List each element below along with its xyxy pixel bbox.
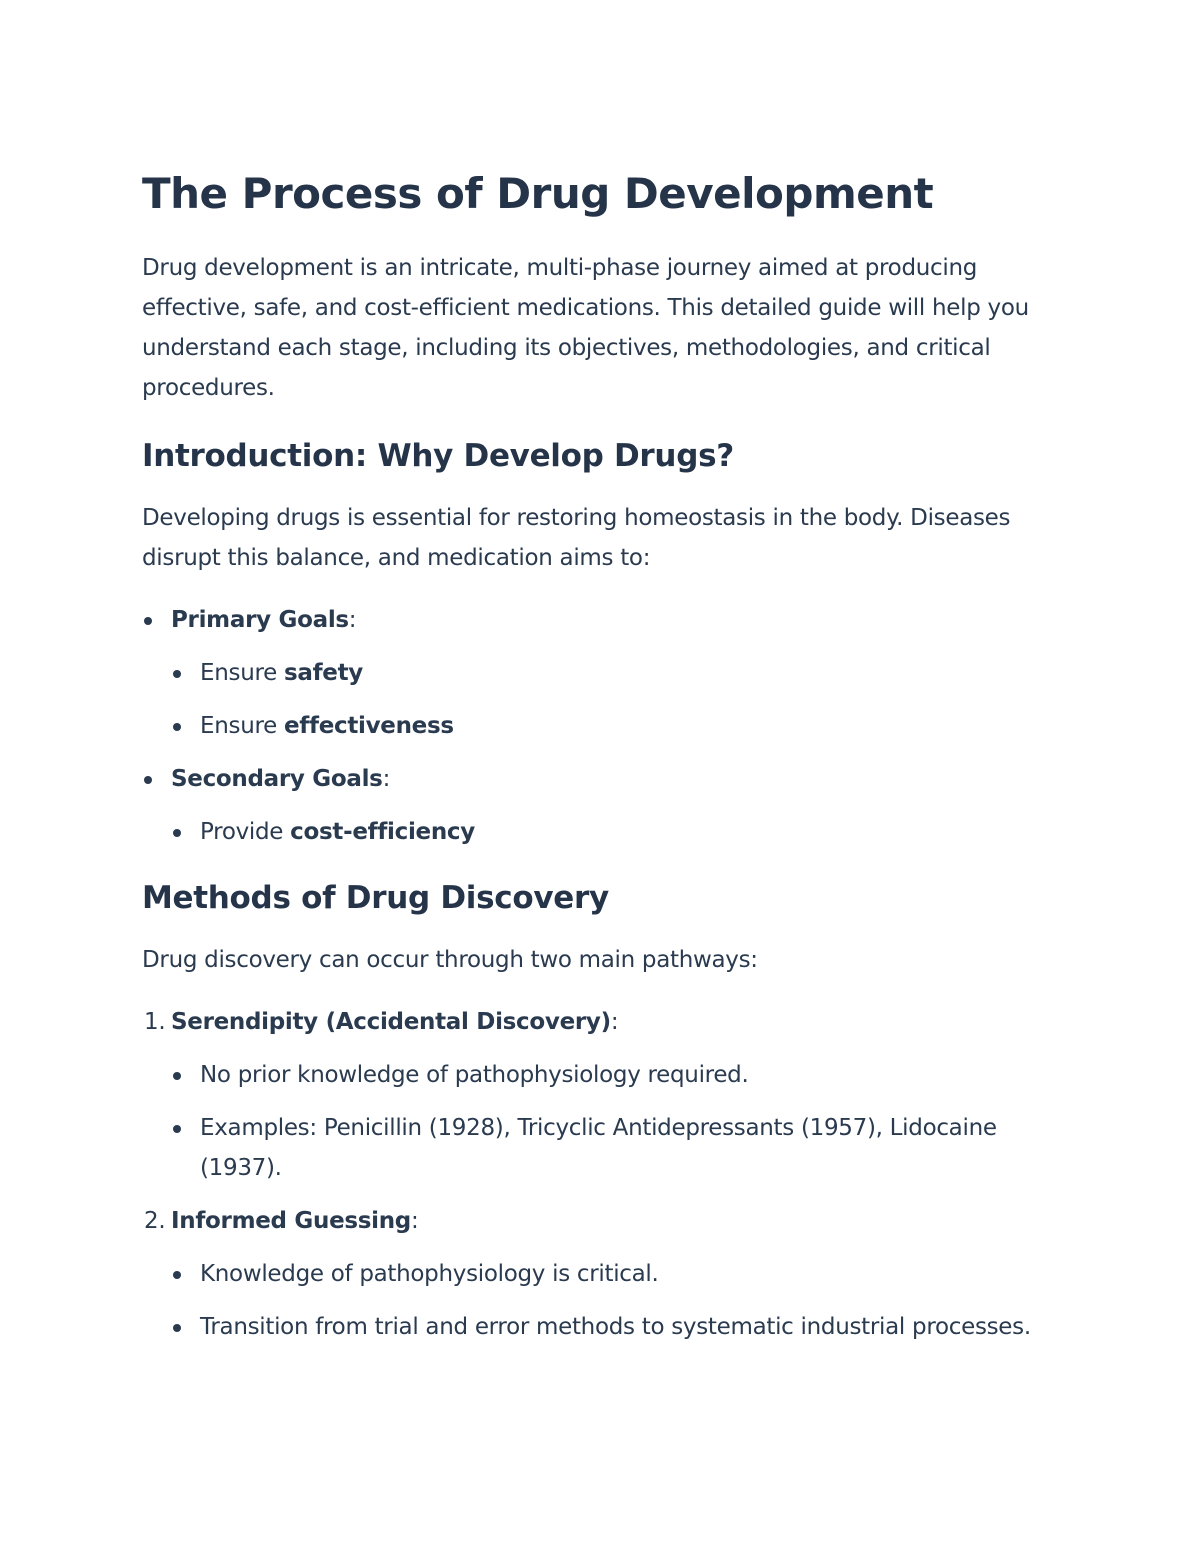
list-item-colon: : [382,766,391,792]
methods-list [142,1002,1062,1347]
list-item-prefix: Ensure [200,660,284,686]
section-paragraph-introduction: Developing drugs is essential for restoring homeostasis in the body. Diseases disrupt this balance, and medication aims to: [142,505,1011,571]
goals-list [142,600,1062,852]
list-item-emphasis: effectiveness [283,713,454,739]
list-item-safety [171,653,1062,693]
list-item-effectiveness [171,706,1062,746]
method-item-informed-guessing [142,1201,1062,1241]
list-item-cost-efficiency [171,812,1062,852]
list-item: Examples: Penicillin (1928), Tricyclic Antidepressants (1957), Lidocaine (1937). [171,1108,1062,1188]
list-item-prefix: Provide [200,819,291,845]
list-item-primary-goals [142,600,1062,640]
method-colon: : [410,1208,419,1234]
list-item-label: Secondary Goals [171,766,383,792]
method-item-serendipity [142,1002,1062,1042]
section-paragraph-methods: Drug discovery can occur through two main pathways: [142,947,758,973]
list-item: No prior knowledge of pathophysiology required. [171,1055,1062,1095]
method-label: Serendipity (Accidental Discovery) [171,1009,611,1035]
intro-paragraph: Drug development is an intricate, multi-phase journey aimed at producing effective, safe, and cost-efficient medications. This detailed guide will help you understand each stage, including its objectives, methodologies, and critical procedures. [142,255,1029,401]
list-item-colon: : [348,607,357,633]
list-number: 2. [144,1208,166,1234]
list-item-secondary-goals [142,759,1062,799]
section-heading-methods: Methods of Drug Discovery [142,880,609,916]
list-item: Knowledge of pathophysiology is critical. [171,1254,1062,1294]
method-label: Informed Guessing [171,1208,411,1234]
section-heading-introduction: Introduction: Why Develop Drugs? [142,438,734,474]
method-colon: : [610,1009,619,1035]
document-page [142,168,1062,1360]
list-item-label: Primary Goals [171,607,349,633]
page-title: The Process of Drug Development [142,169,934,218]
list-item-emphasis: cost-efficiency [290,819,475,845]
list-number: 1. [144,1009,166,1035]
list-item: Transition from trial and error methods to systematic industrial processes. [171,1307,1062,1347]
list-item-prefix: Ensure [200,713,284,739]
list-item-emphasis: safety [283,660,363,686]
